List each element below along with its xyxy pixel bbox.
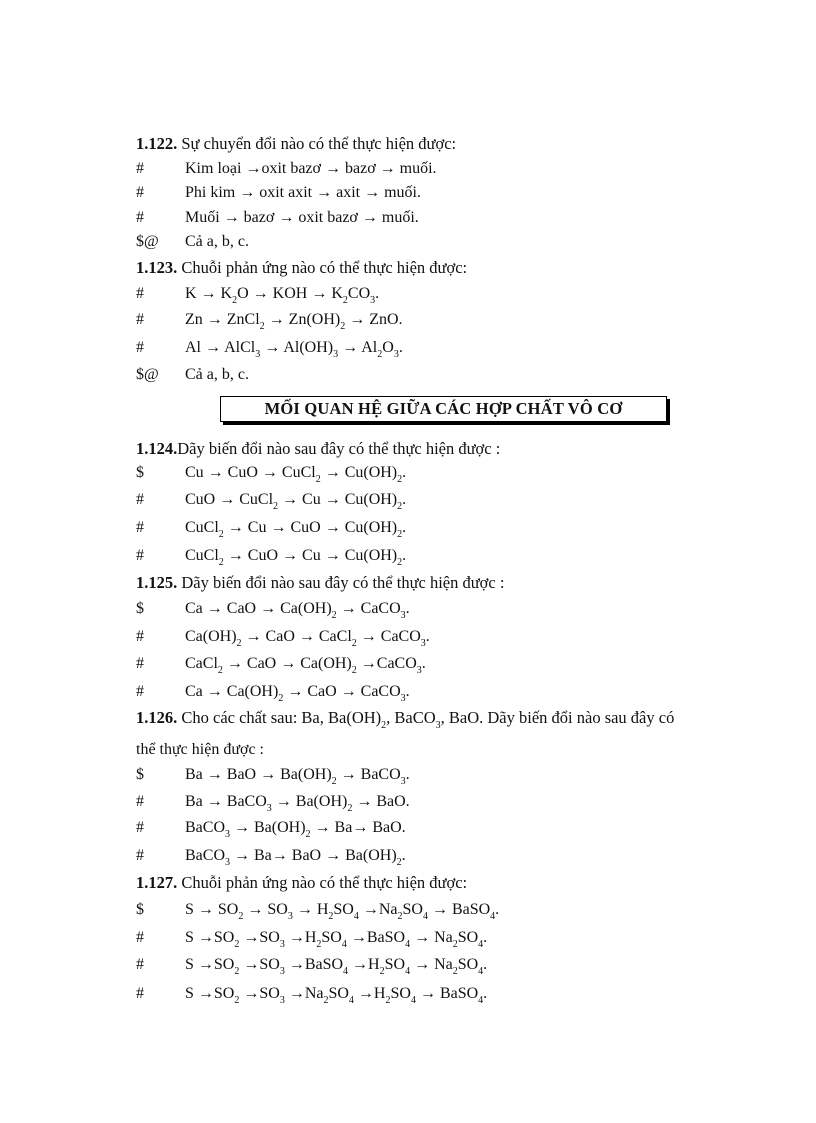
option-text: Kim loại →oxit bazơ → bazơ → muối. (185, 160, 437, 177)
option-marker: # (136, 628, 144, 645)
option-marker: # (136, 819, 144, 836)
option-text: $S \to SO_2 \to SO_3 \to H_2SO_4 \to Na_2SO_4$ → BaSO$_4$. (185, 901, 500, 922)
option-marker: $ (136, 901, 144, 918)
question-text: 1.124.Dãy biến đổi nào sau đây có thể thực hiện được : (136, 439, 501, 458)
option-marker: $@ (136, 233, 159, 250)
option-marker: # (136, 985, 144, 1002)
option-text: $Ca(OH)_2$ → CaO → CaCl$_2$ → CaCO$_3$. (185, 628, 430, 649)
option-marker: # (136, 929, 144, 946)
option-marker: $ (136, 766, 144, 783)
option-marker: # (136, 956, 144, 973)
option-text: CuCl$_2$ → CuO → $Cu \to Cu(OH)_2$. (185, 547, 407, 568)
option-text: Zn → ZnCl$_2$ → $Zn(OH)_2$ → ZnO. (185, 311, 403, 332)
question-text: 1.125. Dãy biến đổi nào sau đây có thể thực hiện được : (136, 573, 505, 592)
option-text: $K \to K_2O$ → KOH → $K_2CO_3$. (185, 285, 380, 306)
question-text: thể thực hiện được : (136, 741, 264, 758)
option-text: CaCl$_2$ → CaO → $Ca(OH)_2$ →CaCO$_3$. (185, 655, 426, 676)
option-text: CuO → CuCl$_2$ → $Cu \to Cu(OH)_2$. (185, 491, 407, 512)
option-text: Cả a, b, c. (185, 233, 249, 250)
option-text: BaCO$_3$ → $Ba(OH)_2 \to Ba\to$ BaO. (185, 819, 406, 840)
option-text: $S \to SO_2 \to SO_3 \to Na_2SO_4 \to H_2SO_4$ → BaSO$_4$. (185, 985, 488, 1006)
option-text: Ba → BaO → $Ba(OH)_2$ → BaCO$_3$. (185, 766, 410, 787)
option-marker: $ (136, 600, 144, 617)
option-marker: # (136, 847, 144, 864)
question-text: 1.122. Sự chuyển đổi nào có thể thực hiện được: (136, 134, 457, 153)
option-text: $S \to SO_2 \to SO_3 \to H_2SO_4$ →BaSO$_4$ → $Na_2SO_4$. (185, 929, 488, 950)
question-number: 1.127. (136, 873, 178, 892)
option-marker: # (136, 311, 144, 328)
option-text: CuCl$_2$ → Cu → CuO → $Cu(OH)_2$. (185, 519, 407, 540)
option-marker: # (136, 285, 144, 302)
section-header: MỐI QUAN HỆ GIỮA CÁC HỢP CHẤT VÔ CƠ (220, 396, 667, 422)
option-marker: $@ (136, 366, 159, 383)
question-text: 1.126. Cho các chất sau: Ba, $Ba(OH)_2$, BaCO$_3$, BaO. Dãy biến đổi nào sau đây có (136, 708, 675, 731)
question-number: 1.122. (136, 134, 178, 153)
option-text: $S \to SO_2 \to SO_3$ →BaSO$_4$ $\to H_2SO_4 \to Na_2SO_4$. (185, 956, 488, 977)
option-marker: # (136, 491, 144, 508)
option-marker: # (136, 209, 144, 226)
option-text: BaCO$_3$ → Ba→ BaO → $Ba(OH)_2$. (185, 847, 406, 868)
question-number: 1.123. (136, 258, 178, 277)
option-text: Al → AlCl$_3$ → $Al(OH)_3 \to Al_2O_3$. (185, 339, 403, 360)
option-text: Muối → bazơ → oxit bazơ → muối. (185, 209, 419, 226)
question-number: 1.126. (136, 708, 178, 727)
question-text: 1.123. Chuỗi phản ứng nào có thể thực hiện được: (136, 258, 468, 277)
option-marker: # (136, 793, 144, 810)
option-text: Ba → BaCO$_3$ → $Ba(OH)_2$ → BaO. (185, 793, 410, 814)
option-text: Cả a, b, c. (185, 366, 249, 383)
option-text: Phi kim → oxit axit → axit → muối. (185, 184, 421, 201)
option-text: Ca → CaO → $Ca(OH)_2$ → CaCO$_3$. (185, 600, 410, 621)
question-number: 1.125. (136, 573, 178, 592)
option-marker: # (136, 184, 144, 201)
option-text: Cu → CuO → CuCl$_2$ → $Cu(OH)_2$. (185, 464, 407, 485)
option-marker: # (136, 519, 144, 536)
question-text: 1.127. Chuỗi phản ứng nào có thể thực hiện được: (136, 873, 468, 892)
option-marker: # (136, 339, 144, 356)
option-marker: # (136, 547, 144, 564)
option-marker: # (136, 160, 144, 177)
option-marker: $ (136, 464, 144, 481)
option-text: $Ca \to Ca(OH)_2$ → CaO → CaCO$_3$. (185, 683, 410, 704)
question-number: 1.124. (136, 439, 178, 458)
option-marker: # (136, 655, 144, 672)
option-marker: # (136, 683, 144, 700)
